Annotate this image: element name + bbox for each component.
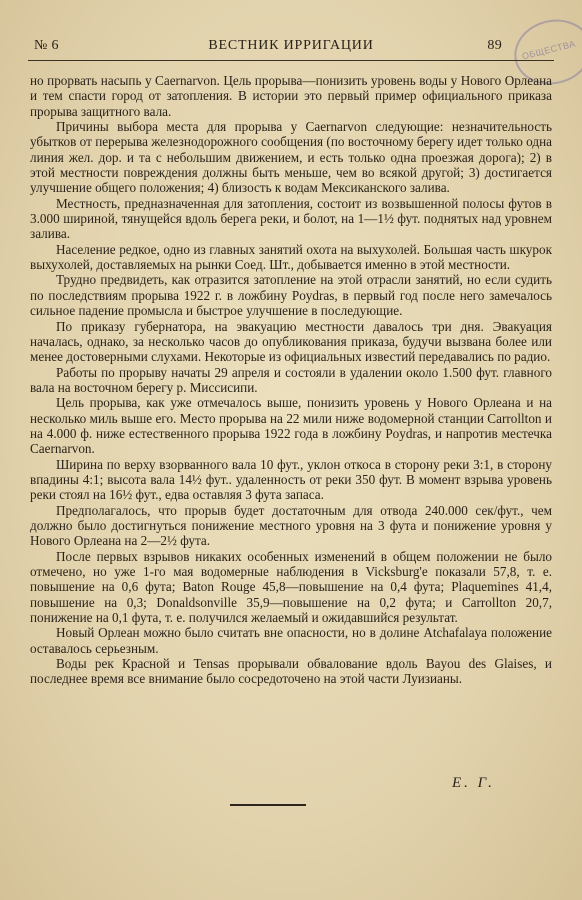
paragraph-3: Местность, предназначенная для затопления, состоит из возвышенной полосы футов в 3.000 шириной, тянущейся вдоль берега реки, и болот, на 1—1½ фут. поднятых над уровнем залива. [30, 195, 552, 242]
paragraph-6: По приказу губернатора, на эвакуацию местности давалось три дня. Эвакуация началась, однако, за несколько часов до опубликования приказа, будучи вызвана более или менее достоверными слухами. Некоторые из официальных известий передавались по радио. [30, 318, 552, 365]
paragraph-9: Ширина по верху взорванного вала 10 фут., уклон откоса в сторону реки 3:1, в сторону впадины 4:1; высота вала 14½ фут.. удаленность от реки 350 фут. В момент взрыва уровень реки стоял на 16½ фут., едва оставляя 3 фута запаса. [30, 456, 552, 503]
author-signature: Е. Г. [452, 775, 495, 791]
article-body [30, 73, 552, 687]
paragraph-5: Трудно предвидеть, как отразится затопление на этой отрасли занятий, но если судить по последствиям прорыва 1922 г. в ложбину Poydras, в первый год после него замечалось сильное падение промысла и быстрое улучшение в последующие. [30, 272, 552, 319]
issue-number: № 6 [34, 38, 59, 53]
paragraph-2: Причины выбора места для прорыва у Caernarvon следующие: незначительность убытков от перерыва железнодорожного сообщения (по восточному берегу идет только одна линия жел. дор. и та с небольшим движением, и есть только одна проезжая дорога); 2) в этой местности повреждения должны быть меньше, чем во всякой другой; 3) достигается улучшение общего положения; 4) близость к водам Мексиканского залива. [30, 119, 552, 196]
page-header [30, 36, 552, 58]
paragraph-7: Работы по прорыву начаты 29 апреля и состояли в удалении около 1.500 фут. главного вала на восточном берегу р. Миссисипи. [30, 364, 552, 395]
page-number: 89 [487, 38, 502, 53]
paragraph-13: Воды рек Красной и Tensas прорывали обвалование вдоль Bayou des Glaises, и последнее время все внимание было сосредоточено на этой части Луизианы. [30, 656, 552, 687]
library-stamp: ОБЩЕСТВА [507, 12, 582, 93]
paragraph-1: но прорвать насыпь у Caernarvon. Цель прорыва—понизить уровень воды у Нового Орлеана и тем спасти город от затопления. В истории это первый пример официального приказа прорыва защитного вала. [30, 73, 552, 119]
paragraph-12: Новый Орлеан можно было считать вне опасности, но в долине Atchafalaya положение оставалось серьезным. [30, 625, 552, 656]
paragraph-10: Предполагалось, что прорыв будет достаточным для отвода 240.000 сек/фут., чем должно было достигнуться понижение местного уровня на 3 фута и понижение уровня у Нового Орлеана на 2—2½ фута. [30, 502, 552, 549]
header-divider [28, 60, 554, 61]
end-divider [230, 804, 306, 806]
journal-title: ВЕСТНИК ИРРИГАЦИИ [208, 38, 374, 53]
paragraph-8: Цель прорыва, как уже отмечалось выше, понизить уровень у Нового Орлеана и на несколько миль выше его. Место прорыва на 22 мили ниже водомерной станции Carrollton и на 4.000 ф. ниже естественного прорыва 1922 года в ложбину Poydras, и напротив местечка Caernarvon. [30, 395, 552, 457]
paragraph-4: Население редкое, одно из главных занятий охота на выхухолей. Большая часть шкурок выхухолей, доставляемых на рынки Соед. Шт., добывается именно в этой местности. [30, 241, 552, 273]
paragraph-11: После первых взрывов никаких особенных изменений в общем положении не было отмечено, но уже 1-го мая водомерные наблюдения в Vicksburg'е показали 57,8, т. е. повышение на 0,6 фута; Baton Rouge 45,8—повышение на 0,4 фута; Plaquemines 41,4, повышение на 0,3; Donaldsonville 35,9—повышение на 0,2 фута; и Carrollton 20,7, понижение на 0,1 фута, т. е. получился желаемый и ожидавшийся результат. [30, 548, 552, 626]
